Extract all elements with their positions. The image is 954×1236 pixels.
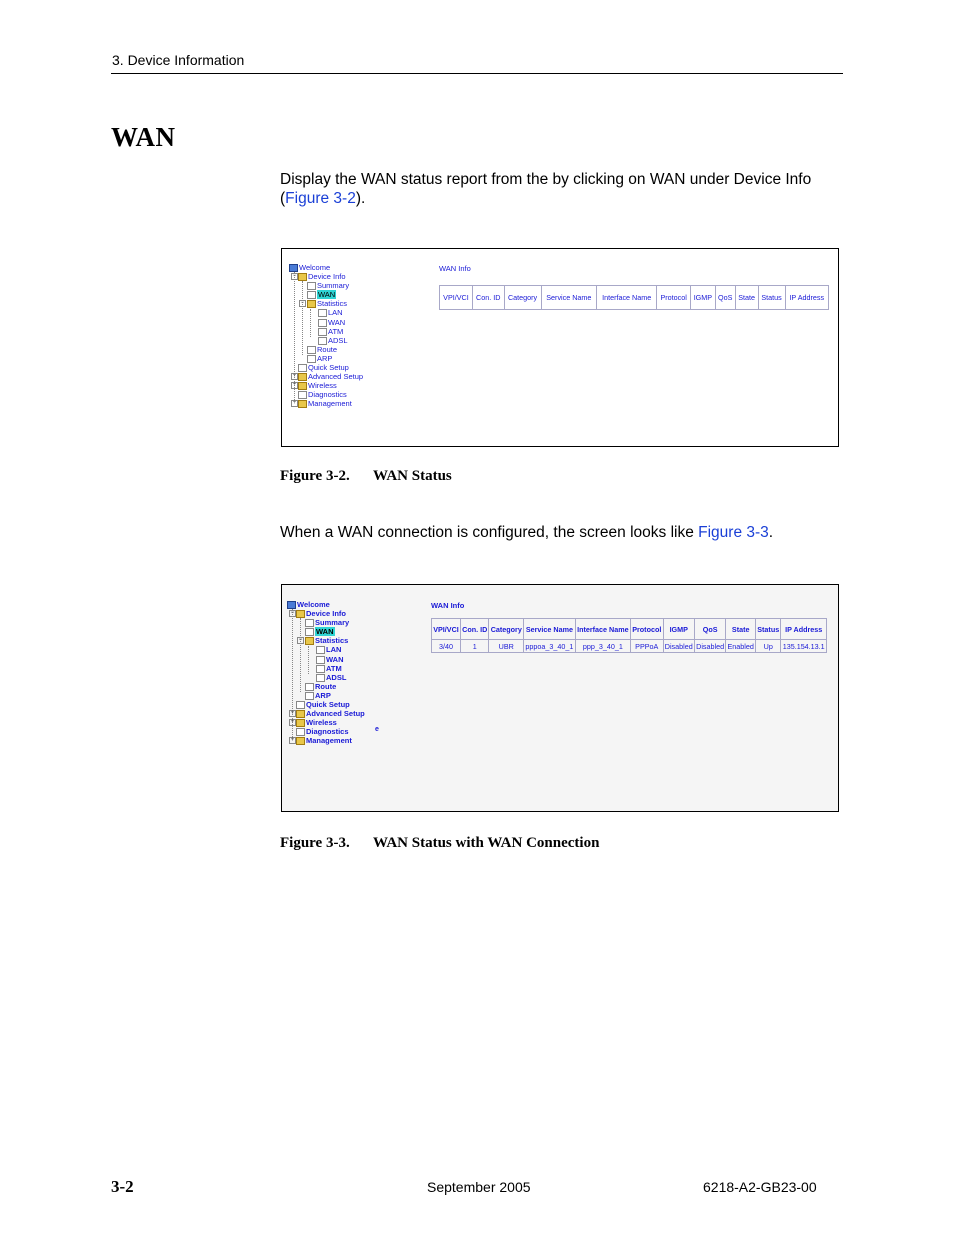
collapse-icon[interactable]: − (300, 300, 305, 307)
collapse-icon[interactable]: − (298, 637, 303, 644)
column-header: QoS (715, 286, 735, 310)
figure-wan-status: Welcome − Device Info Summary WAN − Statistics LAN WAN ATM ADSL Route ARP Quick Setup + Advanced Setup + Wireless Diagnostics + Management WAN Info VPI/VCI Con. ID Category Service Name Interface Name Protocol IGMP QoS State Status IP Address (281, 248, 839, 447)
wan-info-title: WAN Info (431, 601, 465, 610)
table-cell: 135.154.13.1 (782, 641, 825, 651)
folder-icon (307, 300, 316, 308)
table-header-row (432, 619, 827, 640)
page-icon (305, 628, 314, 636)
column-header: Interface Name (575, 619, 630, 640)
section-title: WAN (111, 122, 176, 152)
column-header: VPI/VCI (440, 286, 473, 310)
page-icon (305, 683, 314, 691)
table-cell: UBR (489, 640, 524, 653)
folder-icon (298, 400, 307, 408)
caption-label: Figure 3-2. (280, 468, 350, 484)
table-cell: Disabled (696, 641, 725, 651)
column-header: Interface Name (597, 286, 657, 310)
intro-text-before: Display the WAN status report from the by clicking on WAN under Device Info ( (280, 171, 812, 207)
column-header: Service Name (541, 286, 597, 310)
column-header: Service Name (524, 619, 576, 640)
column-header: IGMP (691, 286, 716, 310)
expand-icon[interactable]: + (290, 719, 295, 726)
page-icon (296, 728, 305, 736)
monitor-icon (287, 601, 296, 609)
column-header: IP Address (785, 286, 828, 310)
expand-icon[interactable]: + (292, 373, 297, 380)
page-icon (316, 646, 325, 654)
folder-icon (296, 610, 305, 618)
intro-text-after: ). (355, 190, 366, 207)
monitor-icon (289, 264, 298, 272)
column-header: VPI/VCI (432, 619, 461, 640)
folder-icon (298, 373, 307, 381)
wan-info-table (439, 285, 829, 310)
figure-3-3-link[interactable]: Figure 3-3 (698, 524, 769, 541)
page-icon (307, 291, 316, 299)
column-header: IP Address (781, 619, 827, 640)
figure-3-3-caption (280, 835, 599, 852)
table-header-row (440, 286, 829, 310)
column-header: Con. ID (460, 619, 489, 640)
page-icon (318, 319, 327, 327)
page-icon (307, 346, 316, 354)
figure-3-2-caption (280, 468, 452, 485)
caption-title: WAN Status (373, 468, 452, 484)
page-icon (318, 328, 327, 336)
page-icon (307, 355, 316, 363)
column-header: IGMP (663, 619, 694, 640)
expand-icon[interactable]: + (292, 382, 297, 389)
page-icon (318, 309, 327, 317)
column-header: Protocol (657, 286, 691, 310)
footer-date: September 2005 (427, 1179, 531, 1195)
caption-label: Figure 3-3. (280, 835, 350, 851)
expand-icon[interactable]: + (290, 710, 295, 717)
expand-icon[interactable]: + (290, 737, 295, 744)
running-head: 3. Device Information (112, 52, 245, 68)
table-cell: ppp_3_40_1 (575, 640, 630, 653)
page-icon (307, 282, 316, 290)
intro-paragraph (280, 170, 840, 208)
table-cell: Up (756, 640, 781, 653)
wan-info-table (431, 618, 827, 653)
table-cell: 3/40 (432, 640, 461, 653)
column-header: Status (756, 619, 781, 640)
para2-text-before: When a WAN connection is configured, the screen looks like (280, 524, 699, 541)
folder-icon (298, 273, 307, 281)
table-cell: Enabled (727, 641, 754, 651)
table-cell: pppoa_3_40_1 (525, 641, 574, 651)
expand-icon[interactable]: + (292, 400, 297, 407)
column-header: Con. ID (472, 286, 504, 310)
collapse-icon[interactable]: − (290, 610, 295, 617)
column-header: State (726, 619, 756, 640)
page-number: 3-2 (111, 1177, 134, 1196)
folder-icon (296, 737, 305, 745)
footer-doc-id: 6218-A2-GB23-00 (703, 1179, 817, 1195)
folder-icon (296, 719, 305, 727)
second-paragraph (280, 523, 840, 542)
column-header: Protocol (630, 619, 663, 640)
page-icon (305, 619, 314, 627)
page-icon (296, 701, 305, 709)
page-icon (316, 665, 325, 673)
wan-info-title: WAN Info (439, 264, 471, 273)
collapse-icon[interactable]: − (292, 273, 297, 280)
folder-icon (305, 637, 314, 645)
folder-icon (298, 382, 307, 390)
folder-icon (296, 710, 305, 718)
page-icon (316, 656, 325, 664)
para2-text-after: . (768, 524, 774, 541)
figure-3-2-link[interactable]: Figure 3-2 (285, 190, 356, 207)
table-cell: Disabled (664, 641, 693, 651)
column-header: QoS (694, 619, 725, 640)
page-icon (298, 364, 307, 372)
table-cell: PPPoA (630, 640, 663, 653)
column-header: Category (489, 619, 524, 640)
caption-title: WAN Status with WAN Connection (373, 835, 600, 851)
page-icon (298, 391, 307, 399)
column-header: State (735, 286, 758, 310)
page-icon (305, 692, 314, 700)
table-cell: 1 (460, 640, 489, 653)
table-row (432, 640, 827, 653)
page-icon (318, 337, 327, 345)
page-icon (316, 674, 325, 682)
header-rule (111, 73, 843, 74)
column-header: Category (504, 286, 541, 310)
figure-wan-status-with-connection: Welcome − Device Info Summary WAN − Statistics LAN WAN ATM ADSL Route ARP Quick Setup + Advanced Setup + Wireless Diagnostics + Management e WAN Info VPI/VCI Con. ID Category Service Name Interface Name Protocol IGMP QoS State Status IP Address 3/40 1 UBR pppoa_3_40_1 ppp_3_40_1 PPPoA Disabled Disabled Enabled Up 135.154.13.1 (281, 584, 839, 812)
column-header: Status (758, 286, 785, 310)
stray-mark: e (375, 726, 379, 733)
